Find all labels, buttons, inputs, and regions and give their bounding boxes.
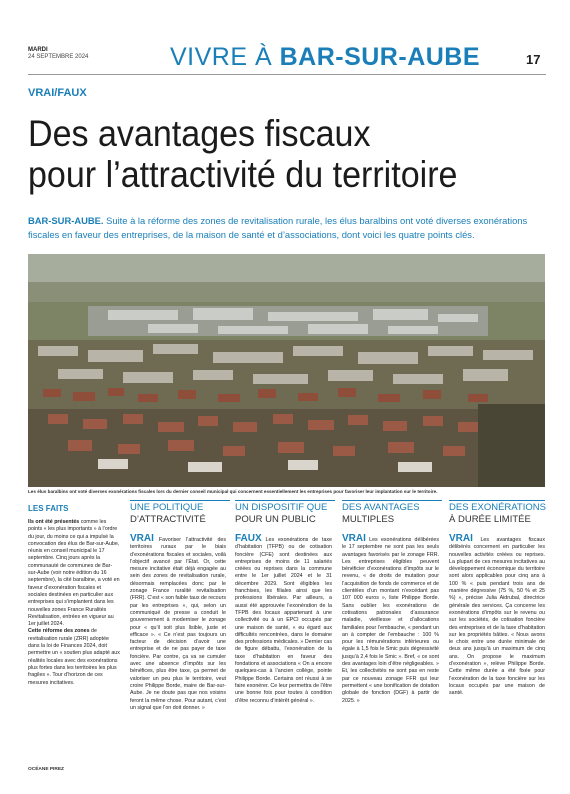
facts-p1-lead: Ils ont été présentés <box>28 519 80 525</box>
page-number: 17 <box>526 52 541 67</box>
column-1-title-top: UNE POLITIQUE <box>130 502 204 513</box>
edition-date: 24 SEPTEMBRE 2024 <box>28 54 89 60</box>
column-3-title-bottom: MULTIPLES <box>342 514 395 525</box>
column-2-verdict: FAUX <box>235 533 262 544</box>
column-4-body: Les avantages fiscaux délibérés concernent en particulier les nouvelles activités créées ou reprises. La plupart de ces mesures incitatives au développement économique du territoire sont alors applicables pour cinq ans à 100 % « puis pendant trois ans de manière dégressive (75 %, 50 % et 25 %) », précise Julia Aidrubal, directrice générale des services. Ça concerne les exonérations d’impôts sur le revenu ou sur les sociétés, de cotisation foncière des entreprises et de la taxe d’habitation sur les propriétés bâties. « Nous avons le choix entre une durée minimale de deux ans jusqu’à un maximum de cinq ans. On propose le maximum d’exonération », relève Philippe Borde. Cette même durée a été fixée pour l’exonération de la taxe foncière sur les locaux occupés par une maison de santé. <box>449 537 545 697</box>
column-4-title-bottom: À DURÉE LIMITÉE <box>449 514 531 525</box>
column-2-text <box>235 535 332 705</box>
facts-box <box>28 519 121 687</box>
author-signature: OCÉANE PIREZ <box>28 767 64 772</box>
edition-day: MARDI <box>28 47 48 53</box>
article-headline <box>28 113 506 195</box>
column-3-rule <box>342 500 442 501</box>
headline-line-1: Des avantages fiscaux <box>28 113 371 154</box>
column-2-title-bottom: POUR UN PUBLIC <box>235 514 316 525</box>
header-divider <box>28 74 546 75</box>
column-4-rule <box>449 500 545 501</box>
facts-paragraph-2 <box>28 628 121 686</box>
column-2-body: Les exonérations de taxe d’habitation (TFPB) ou de cotisation foncière (CFE) sont destinées aux entreprises de moins de 11 salariés créées ou reprises dans la commune entre le 1er juillet 2024 et le 31 décembre 2029. Sont éligibles les franchises, les filiales ainsi que les professions libérales. Par ailleurs, a aussi été approuvée l’exonération de la TFPB des locaux appartenant à une collectivité ou à un EPCI occupés par une maison de santé, « eu égard aux difficultés rencontrées, dans le domaine des professions médicales. » Dernier cas de figure débattu, l’exonération de la taxe d’habitation en faveur des fondations et associations « On a encore quelques-cas à l’ancien collège, pointe Philippe Borde. Certains ont réussi à se faire exonérer. Ce leur permettra de l’être une bonne fois pour toutes à condition d’être reconnu d’intérêt général ». <box>235 537 332 704</box>
column-4-text <box>449 535 545 698</box>
column-3-text <box>342 535 439 705</box>
facts-p1-text: comme les points « les plus importants » à l’ordre du jour, du moins ce qui a impulsé la convocation des élus de Bar-sur-Aube, réunis en conseil municipal le 17 septembre. Cinq jours après la communauté de communes de Bar-sur-Aube (voir notre édition du 16 septembre), la cité baralbine, a voté en faveur d’exonération fiscales et sociales destinées en particulier aux entreprises qui s’implantent dans les nouvelles zones France Ruralités Revitalisation, entrées en vigueur au 1er juillet 2024. <box>28 519 120 628</box>
column-2-title <box>235 502 339 526</box>
column-1-verdict: VRAI <box>130 533 154 544</box>
section-title-bold: BAR-SUR-AUBE <box>279 43 481 71</box>
column-1-title-bottom: D’ATTRACTIVITÉ <box>130 514 206 525</box>
article-lead <box>28 214 544 242</box>
column-3-title <box>342 502 442 526</box>
column-3-verdict: VRAI <box>342 533 366 544</box>
column-1-text <box>130 535 226 712</box>
photo-illustration <box>28 254 545 487</box>
column-1-body: Favoriser l’attractivité des territoires ruraux par le biais d’exonérations fiscales et sociales, voilà l’objectif avancé par l’État. Or, cette mesure incitative était déjà engagée au sein des zones de revitalisation rurale, désormais remplacées donc par le zonage France ruralité revitalisation (FRR). C’est « son faible taux de recours par les entreprises », qui, selon un communiqué de presse a conduit le gouvernement à moderniser le zonage pour « qu’il soit plus lisible, juste et efficace ». « Ce n’est pas toujours un facteur de décision d’avoir une entreprise et de ne pas payer de taxe foncière. Par contre, ça va se cumuler avec une absence d’impôts sur les bénéfices, plus être taxe, ça permet de valoriser un peu plus le territoire, veut croire Philippe Borde, maire de Bar-sur-Aube. Je ne doute pas que nos voisins feront la même chose. Pour autant, c’est un signal que l’on doit donner. » <box>130 537 226 711</box>
facts-title: LES FAITS <box>28 504 69 513</box>
column-4-verdict: VRAI <box>449 533 473 544</box>
headline-line-2: pour l’attractivité du territoire <box>28 154 458 195</box>
lead-text: Suite à la réforme des zones de revitalisation rurale, les élus baralbins ont voté diverses exonérations fiscales en faveur des entreprises, de la maison de santé et d’associations, dont voici les quatre points clés. <box>28 215 528 240</box>
column-4-title-top: DES EXONÉRATIONS <box>449 502 546 513</box>
column-1-rule <box>130 500 230 501</box>
column-3-body: Les exonérations délibérées le 17 septembre ne sont pas les seuls avantages favorisés par le zonage FRR. Les entreprises éligibles peuvent bénéficier d’exonérations d’impôts sur le revenu, « de droits de mutation pour l’acquisition de fonds de commerce et de clientèles d’un montant n’excédant pas 107 000 euros », liste Philippe Borde. Sans oublier les exonérations de cotisations patronales d’assurance maladie, vieillesse et d’allocations familiales pour l’embauche, « pendant un an à compter de l’embauche : 100 % pour les rémunérations inférieures ou égale à 1,5 fois le Smic puis dégressivité jusqu’à 2,4 fois le Smic ». Bref, « ce sont des avantages loin d’être négligeables. » Et, les collectivités ne sont pas en reste par ce nouveau zonage FFR qui leur permettent « une bonification de dotation globale de fonction (DGF) à partir de 2025. » <box>342 537 439 704</box>
lead-place: BAR-SUR-AUBE. <box>28 215 104 226</box>
column-2-title-top: UN DISPOSITIF QUE <box>235 502 328 513</box>
section-title-light: VIVRE À <box>170 43 280 71</box>
photo-caption: Les élus baralbins ont voté diverses exonérations fiscales lors du dernier conseil municipal qui concernent essentiellement les entreprises pour favoriser leur implantation sur le territoire. <box>28 489 438 494</box>
column-4-title <box>449 502 549 526</box>
aerial-town-photo <box>28 254 545 487</box>
facts-p2-text: de revitalisation rurale (ZRR) adoptée dans la loi de Finances 2024, doit permettre un « soutien plus adapté aux réalités locales avec des exonérations plus fortes dans les territoires les plus fragiles ». Tour d’horizon de ces mesures incitatives. <box>28 628 120 686</box>
facts-p2-lead: Cette réforme des zones <box>28 628 90 635</box>
column-3-title-top: DES AVANTAGES <box>342 502 420 513</box>
facts-paragraph-1 <box>28 519 121 628</box>
column-1-title <box>130 502 230 526</box>
column-2-rule <box>235 500 335 501</box>
section-title <box>170 43 480 72</box>
article-kicker: VRAI/FAUX <box>28 87 87 99</box>
